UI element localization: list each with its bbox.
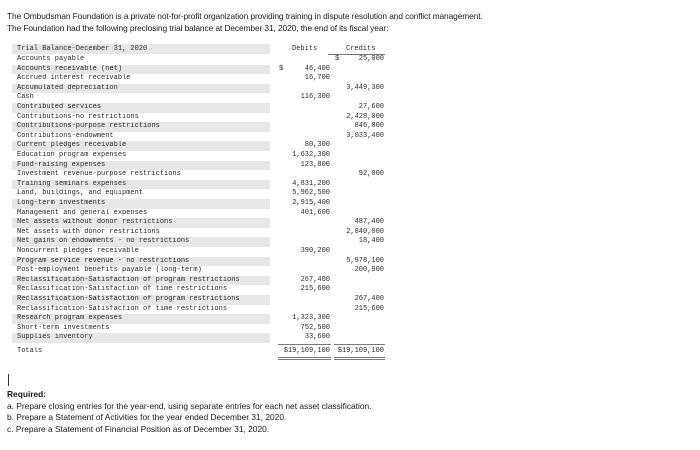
debit-amount: 1,323,300 <box>292 314 330 323</box>
account-name: Contributions-endowment <box>17 131 114 140</box>
account-name: Reclassification-Satisfaction of program restrictions <box>17 295 240 303</box>
total-debits: $19,109,100 <box>283 347 330 355</box>
account-name: Accrued interest receivable <box>17 74 131 83</box>
required-section <box>7 389 372 435</box>
credit-amount: 215,600 <box>354 304 384 313</box>
intro-line-1: The Ombudsman Foundation is a private not-for-profit organization providing training in dispute resolution and conflict management. <box>7 11 483 21</box>
debit-double-rule-1 <box>278 357 331 358</box>
debits-header: Debits <box>292 45 318 53</box>
debit-amount: 401,600 <box>300 208 330 217</box>
account-name: Contributions-no restrictions <box>17 112 139 121</box>
credit-amount: 846,000 <box>354 122 384 131</box>
account-name: Contributions-purpose restrictions <box>17 122 160 131</box>
account-name: Net assets without donor restrictions <box>17 218 173 227</box>
credit-amount: 2,040,000 <box>346 227 384 236</box>
intro-line-2: The Foundation had the following preclosing trial balance at December 31, 2020, the end of its fiscal year: <box>7 22 389 33</box>
account-name: Supplies inventory <box>17 333 93 342</box>
credit-amount: 267,400 <box>354 295 384 303</box>
debit-amount: 1,632,300 <box>292 151 330 159</box>
account-name: Education program expenses <box>17 151 127 159</box>
debit-amount: 390,200 <box>300 247 330 255</box>
debit-dollar-sign: $ <box>279 64 284 73</box>
account-name: Cash <box>17 93 34 102</box>
debit-subtotal-rule <box>278 344 331 345</box>
account-name: Investment revenue-purpose restrictions <box>17 170 181 179</box>
required-title: Required: <box>7 389 47 399</box>
account-name: Current pledges receivable <box>17 141 127 150</box>
credits-header: Credits <box>346 45 376 53</box>
debit-amount: 123,800 <box>300 160 330 169</box>
account-name: Post-employment benefits payable (long-term) <box>17 266 202 275</box>
credit-dollar-sign: $ <box>335 55 340 63</box>
account-name: Fund-raising expenses <box>17 160 106 169</box>
account-name: Training seminars expenses <box>17 179 127 188</box>
credit-subtotal-rule <box>334 344 385 345</box>
debit-amount: 752,500 <box>300 323 330 332</box>
credit-amount: 5,978,100 <box>346 256 384 265</box>
credit-amount: 27,600 <box>358 103 384 111</box>
debit-amount: 2,915,400 <box>292 199 330 207</box>
account-name: Program service revenue - no restrictions <box>17 256 190 265</box>
trial-balance-table <box>12 41 391 364</box>
credit-double-rule-2 <box>334 359 385 360</box>
account-name: Short-term investments <box>17 323 110 332</box>
account-name: Management and general expenses <box>17 208 148 217</box>
credit-amount: 3,449,300 <box>346 83 384 92</box>
totals-label: Totals <box>17 347 43 355</box>
debit-amount: 267,400 <box>300 275 330 284</box>
account-name: Noncurrent pledges receivable <box>17 247 139 255</box>
required-item-c: c. Prepare a Statement of Financial Position as of December 31, 2020. <box>7 423 270 434</box>
trial-balance-title: Trial Balance-December 31, 2020 <box>17 45 148 53</box>
account-name: Net assets with donor restrictions <box>17 227 160 236</box>
credit-amount: 25,000 <box>358 55 384 63</box>
credit-double-rule-1 <box>334 357 385 358</box>
debit-amount: 33,600 <box>304 333 330 342</box>
debit-amount: 215,600 <box>300 285 330 294</box>
account-name: Reclassification-Satisfaction of program restrictions <box>17 275 240 284</box>
text-cursor <box>8 374 9 386</box>
debit-double-rule-2 <box>278 359 331 360</box>
debit-amount: 80,300 <box>304 141 330 150</box>
account-name: Accounts payable <box>17 55 85 63</box>
credit-amount: 200,900 <box>354 266 384 275</box>
debit-amount: 4,831,200 <box>292 179 330 188</box>
credit-amount: 3,033,400 <box>346 131 384 140</box>
credit-amount: 2,428,000 <box>346 112 384 121</box>
account-name: Contributed services <box>17 103 102 111</box>
credit-amount: 92,000 <box>358 170 384 179</box>
account-name: Long-term investments <box>17 199 106 207</box>
total-credits: $19,109,100 <box>337 347 384 355</box>
debit-amount: 46,400 <box>304 64 330 73</box>
account-name: Land, buildings, and equipment <box>17 189 144 198</box>
problem-intro <box>7 11 697 34</box>
credit-amount: 487,400 <box>354 218 384 227</box>
debit-amount: 16,700 <box>304 74 330 83</box>
debit-amount: 5,962,500 <box>292 189 330 198</box>
required-item-b: b. Prepare a Statement of Activities for the year ended December 31, 2020. <box>7 412 287 422</box>
required-item-a: a. Prepare closing entries for the year-end, using separate entries for each net asset classification. <box>7 400 372 411</box>
account-name: Accounts receivable (net) <box>17 64 123 73</box>
account-name: Net gains on endowments - no restrictions <box>17 237 190 246</box>
account-name: Accumulated depreciation <box>17 83 118 92</box>
account-name: Reclassification-Satisfaction of time restrictions <box>17 285 228 294</box>
credit-amount: 18,400 <box>358 237 384 246</box>
account-name: Reclassification-Satisfaction of time restrictions <box>17 304 228 313</box>
debit-amount: 116,300 <box>300 93 330 102</box>
account-name: Research program expenses <box>17 314 123 323</box>
